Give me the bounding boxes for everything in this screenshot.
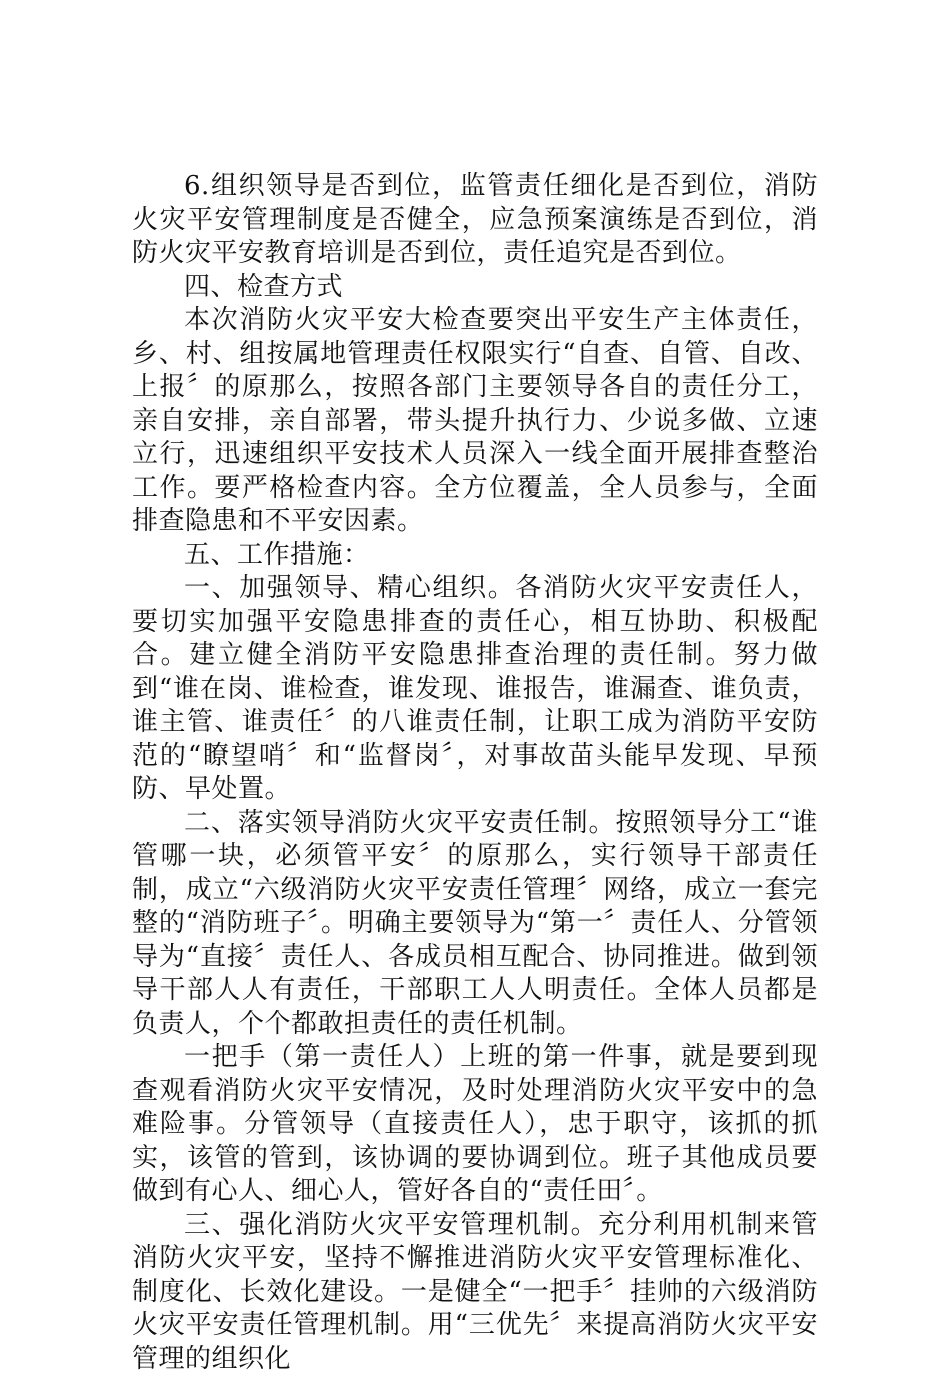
section-heading-work-measures: 五、工作措施： bbox=[132, 539, 818, 573]
paragraph-measure-1: 一、加强领导、精心组织。各消防火灾平安责任人，要切实加强平安隐患排查的责任心，相互协助、积极配合。建立健全消防平安隐患排查治理的责任制。努力做到“谁在岗、谁检查，谁发现、谁报告，谁漏查、谁负责，谁主管、谁责任〞的八谁责任制，让职工成为消防平安防范的“瞭望哨〞和“监督岗〞，对事故苗头能早发现、早预防、早处置。 bbox=[132, 572, 818, 807]
paragraph-item-6: 6.组织领导是否到位，监管责任细化是否到位，消防火灾平安管理制度是否健全，应急预案演练是否到位，消防火灾平安教育培训是否到位，责任追究是否到位。 bbox=[132, 170, 818, 271]
section-heading-inspection-method: 四、检查方式 bbox=[132, 271, 818, 305]
paragraph-first-in-charge: 一把手（第一责任人）上班的第一件事，就是要到现查观看消防火灾平安情况，及时处理消防火灾平安中的急难险事。分管领导（直接责任人），忠于职守，该抓的抓实，该管的管到，该协调的要协调到位。班子其他成员要做到有心人、细心人，管好各自的“责任田〞。 bbox=[132, 1041, 818, 1209]
paragraph-measure-2: 二、落实领导消防火灾平安责任制。按照领导分工“谁管哪一块，必须管平安〞的原那么，实行领导干部责任制，成立“六级消防火灾平安责任管理〞网络，成立一套完整的“消防班子〞。明确主要领导为“第一〞责任人、分管领导为“直接〞责任人、各成员相互配合、协同推进。做到领导干部人人有责任，干部职工人人明责任。全体人员都是负责人，个个都敢担责任的责任机制。 bbox=[132, 807, 818, 1042]
document-body bbox=[132, 170, 818, 1376]
paragraph-measure-3: 三、强化消防火灾平安管理机制。充分利用机制来管消防火灾平安，坚持不懈推进消防火灾平安管理标准化、制度化、长效化建设。一是健全“一把手〞挂帅的六级消防火灾平安责任管理机制。用“三优先〞来提高消防火灾平安管理的组织化 bbox=[132, 1209, 818, 1376]
paragraph-inspection-method: 本次消防火灾平安大检查要突出平安生产主体责任，乡、村、组按属地管理责任权限实行“自查、自管、自改、上报〞的原那么，按照各部门主要领导各自的责任分工，亲自安排，亲自部署，带头提升执行力、少说多做、立速立行，迅速组织平安技术人员深入一线全面开展排查整治工作。要严格检查内容。全方位覆盖，全人员参与，全面排查隐患和不平安因素。 bbox=[132, 304, 818, 539]
